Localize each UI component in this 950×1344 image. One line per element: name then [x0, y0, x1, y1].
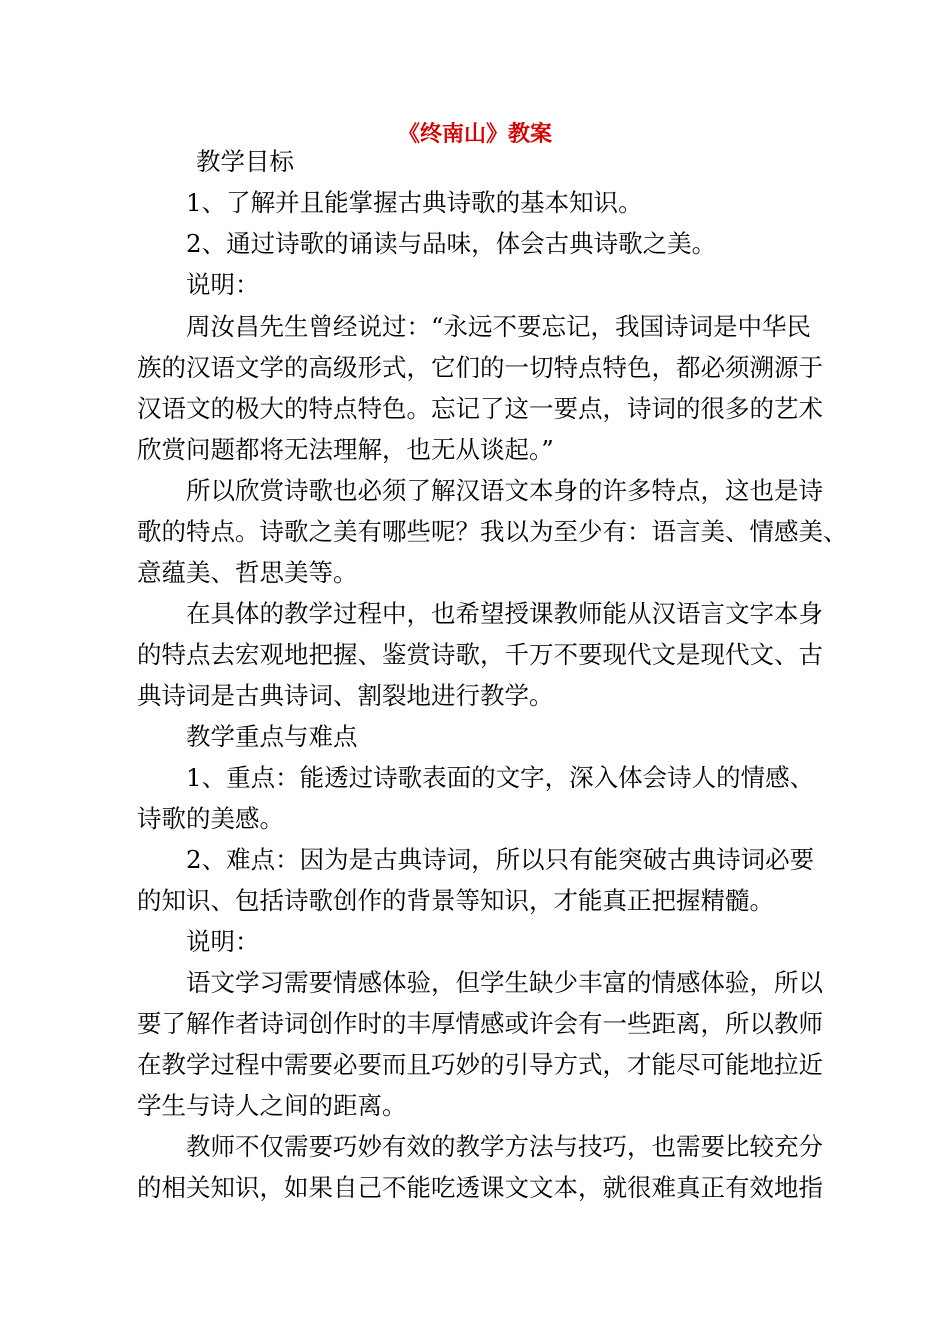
paragraph-line: 诗歌的美感。 — [137, 804, 284, 833]
paragraph-line: 说明： — [186, 270, 260, 299]
paragraph-line: 的相关知识，如果自己不能吃透课文文本，就很难真正有效地指 — [137, 1173, 823, 1202]
paragraph-line: 1、重点：能透过诗歌表面的文字，深入体会诗人的情感、 — [186, 763, 815, 792]
paragraph-line: 在具体的教学过程中，也希望授课教师能从汉语言文字本身 — [186, 599, 823, 628]
paragraph-line: 欣赏问题都将无法理解，也无从谈起。” — [137, 435, 554, 464]
paragraph-line: 周汝昌先生曾经说过：“永远不要忘记，我国诗词是中华民 — [186, 312, 812, 341]
paragraph-line: 学生与诗人之间的距离。 — [137, 1091, 407, 1120]
section-heading-objectives: 教学目标 — [196, 147, 294, 176]
paragraph-line: 所以欣赏诗歌也必须了解汉语文本身的许多特点，这也是诗 — [186, 476, 823, 505]
paragraph-line: 的知识、包括诗歌创作的背景等知识，才能真正把握精髓。 — [137, 886, 774, 915]
paragraph-line: 歌的特点。诗歌之美有哪些呢？我以为至少有：语言美、情感美、 — [137, 517, 848, 546]
paragraph-line: 教师不仅需要巧妙有效的教学方法与技巧，也需要比较充分 — [186, 1132, 823, 1161]
paragraph-line: 在教学过程中需要必要而且巧妙的引导方式，才能尽可能地拉近 — [137, 1050, 823, 1079]
paragraph-line: 要了解作者诗词创作时的丰厚情感或许会有一些距离，所以教师 — [137, 1009, 823, 1038]
paragraph-line: 的特点去宏观地把握、鉴赏诗歌，千万不要现代文是现代文、古 — [137, 640, 823, 669]
paragraph-line: 2、通过诗歌的诵读与品味，体会古典诗歌之美。 — [186, 229, 717, 258]
paragraph-line: 语文学习需要情感体验，但学生缺少丰富的情感体验，所以 — [186, 968, 823, 997]
section-heading-key-points: 教学重点与难点 — [186, 722, 358, 751]
paragraph-line: 汉语文的极大的特点特色。忘记了这一要点，诗词的很多的艺术 — [137, 394, 823, 423]
paragraph-line: 意蕴美、哲思美等。 — [137, 558, 358, 587]
paragraph-line: 族的汉语文学的高级形式，它们的一切特点特色，都必须溯源于 — [137, 353, 823, 382]
paragraph-line: 1、了解并且能掌握古典诗歌的基本知识。 — [186, 188, 643, 217]
paragraph-line: 2、难点：因为是古典诗词，所以只有能突破古典诗词必要 — [186, 845, 815, 874]
paragraph-line: 说明： — [186, 927, 260, 956]
paragraph-line: 典诗词是古典诗词、割裂地进行教学。 — [137, 681, 554, 710]
document-title: 《终南山》教案 — [397, 122, 552, 147]
